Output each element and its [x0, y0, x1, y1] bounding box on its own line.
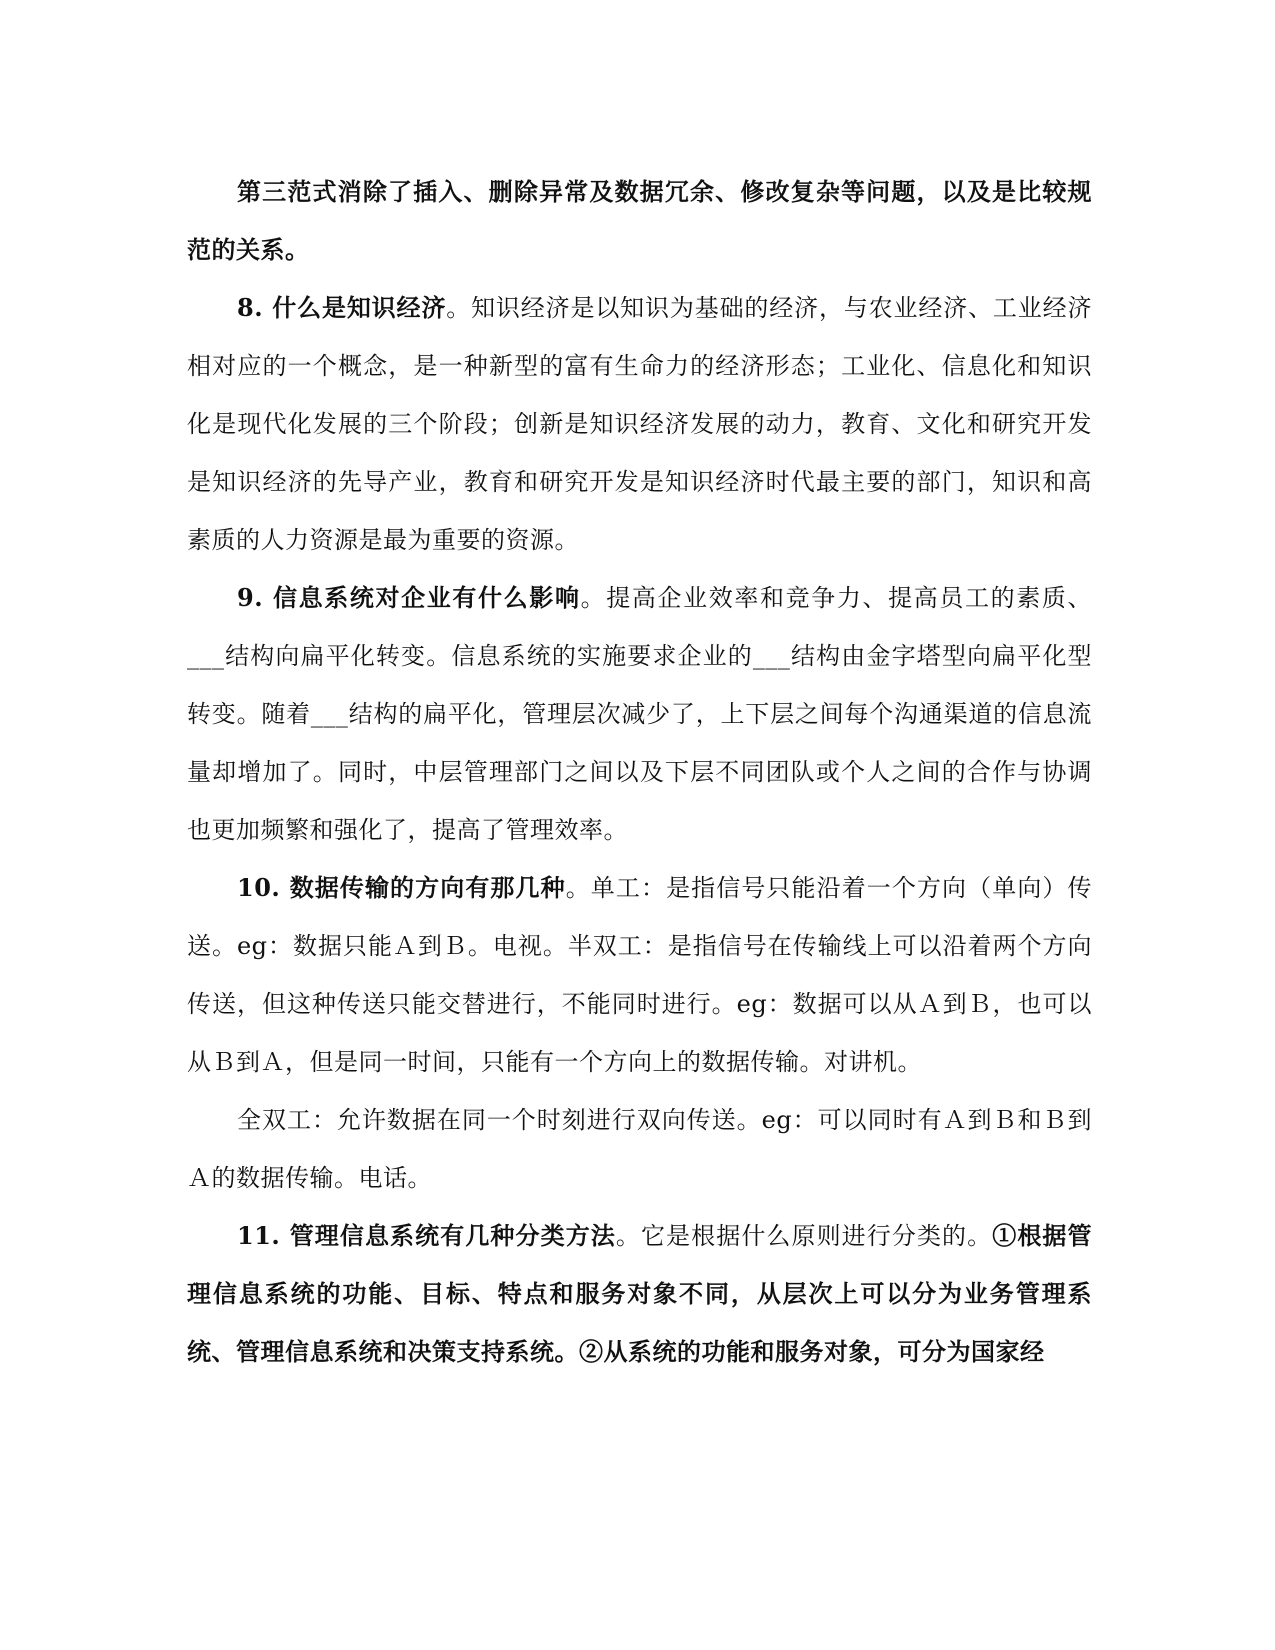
paragraph-text: 第三范式消除了插入、删除异常及数据冗余、修改复杂等问题，以及是比较规范的关系。	[187, 177, 1092, 264]
paragraph-mis-classification	[187, 1207, 1092, 1381]
answer-text: 。知识经济是以知识为基础的经济，与农业经济、工业经济相对应的一个概念，是一种新型的富有生命力的经济形态；工业化、信息化和知识化是现代化发展的三个阶段；创新是知识经济发展的动力，教育、文化和研究开发是知识经济的先导产业，教育和研究开发是知识经济时代最主要的部门，知识和高素质的人力资源是最为重要的资源。	[187, 294, 1092, 554]
question-heading: 9. 信息系统对企业有什么影响	[237, 583, 581, 612]
paragraph-information-system-impact	[187, 569, 1092, 859]
question-heading: 8. 什么是知识经济	[237, 293, 447, 322]
answer-text: 。它是根据什么原则进行分类的。	[615, 1222, 993, 1250]
paragraph-transmission-direction	[187, 859, 1092, 1091]
paragraph-full-duplex	[187, 1091, 1092, 1207]
paragraph-third-normal-form	[187, 163, 1092, 279]
question-heading: 11. 管理信息系统有几种分类方法	[237, 1221, 616, 1250]
answer-text: 全双工：允许数据在同一个时刻进行双向传送。eg：可以同时有Ａ到Ｂ和Ｂ到Ａ的数据传输。电话。	[187, 1106, 1092, 1192]
paragraph-knowledge-economy	[187, 279, 1092, 569]
answer-text-bold: ①根据管理信息系统的功能、目标、特点和服务对象不同，从层次上可以分为业务管理系统、管理信息系统和决策支持系统。	[187, 1221, 1093, 1366]
answer-text-bold: ②从系统的功能和服务对象，可分为国家经	[579, 1337, 1045, 1366]
answer-text: 。提高企业效率和竞争力、提高员工的素质、___结构向扁平化转变。信息系统的实施要求企业的___结构由金字塔型向扁平化型转变。随着___结构的扁平化，管理层次减少了，上下层之间每个沟通渠道的信息流量却增加了。同时，中层管理部门之间以及下层不同团队或个人之间的合作与协调也更加频繁和强化了，提高了管理效率。	[187, 584, 1092, 844]
answer-text: 。单工：是指信号只能沿着一个方向（单向）传送。eg：数据只能Ａ到Ｂ。电视。半双工：是指信号在传输线上可以沿着两个方向传送，但这种传送只能交替进行，不能同时进行。eg：数据可以从Ａ到Ｂ，也可以从Ｂ到Ａ，但是同一时间，只能有一个方向上的数据传输。对讲机。	[187, 874, 1093, 1076]
question-heading: 10. 数据传输的方向有那几种	[237, 873, 566, 902]
document-body	[187, 163, 1092, 1381]
